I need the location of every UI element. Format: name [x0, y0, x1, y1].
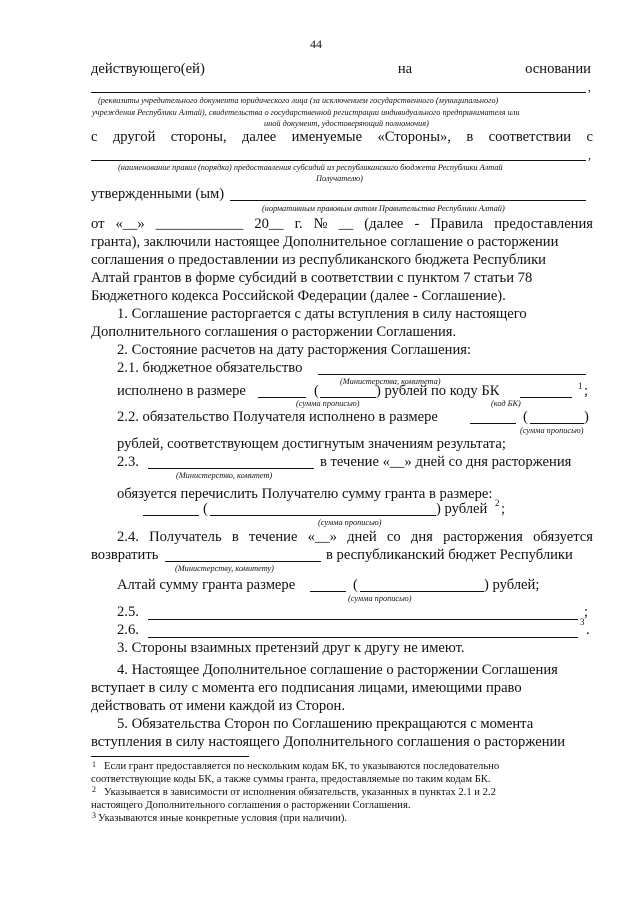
comma: , — [588, 148, 591, 162]
clause-4-line: вступает в силу с момента его подписания лицами, имеющими право — [91, 680, 522, 696]
intro-row-3 — [91, 215, 593, 233]
clause-1-line: 1. Соглашение расторгается с даты вступления в силу настоящего — [117, 306, 527, 322]
word: в — [231, 529, 239, 545]
word: расторжения — [443, 529, 523, 545]
blank-line[interactable] — [210, 515, 436, 516]
clause-2-title: 2. Состояние расчетов на дату расторжения Соглашения: — [117, 342, 472, 358]
clause-2-4-row — [117, 528, 593, 546]
field-note: (сумма прописью) — [348, 594, 412, 603]
field-note: учреждения Республики Алтай), свидетельства о государственной регистрации индивидуального предпринимателя или — [92, 108, 520, 117]
word: на — [397, 61, 413, 77]
paragraph-line — [91, 233, 593, 251]
blank-line[interactable] — [165, 561, 321, 562]
blank-line[interactable] — [148, 637, 578, 638]
blank-line[interactable] — [91, 92, 586, 93]
field-note: (сумма прописью) — [318, 518, 382, 527]
rubles-by-bk: ) рублей по коду БК — [376, 383, 500, 399]
clause-4-line: 4. Настоящее Дополнительное соглашение о расторжении Соглашения — [117, 662, 558, 678]
word: от — [91, 216, 105, 232]
executed-label: исполнено в размере — [117, 383, 246, 399]
clause-2-5-label: 2.5. — [117, 604, 139, 620]
paren: ( — [203, 501, 208, 517]
word: (далее — [364, 216, 404, 232]
return-label: возвратить — [91, 547, 159, 563]
text: гранта), заключили настоящее Дополнительное соглашение о расторжении — [91, 234, 559, 250]
field-note: (наименование правил (порядка) предоставления субсидий из республиканского бюджета Республики Алтай — [118, 163, 503, 172]
blank-line[interactable] — [230, 200, 586, 201]
word: далее — [242, 129, 277, 145]
word: «__» — [115, 216, 145, 232]
clause-2-3-obliged: обязуется перечислить Получателю сумму гранта в размере: — [117, 486, 493, 502]
field-note: (Министерство, комитет) — [176, 471, 273, 480]
footnote-text: настоящего Дополнительного соглашения о расторжении Соглашения. — [91, 800, 411, 811]
word: другой — [112, 129, 156, 145]
to-budget: в республиканский бюджет Республики — [326, 547, 573, 563]
rubles: ) рублей — [436, 501, 488, 517]
word: дней — [347, 529, 377, 545]
clause-4-line: действовать от имени каждой из Сторон. — [91, 698, 345, 714]
word: со — [386, 529, 401, 545]
clause-2-2-cont: рублей, соответствующем достигнутым значениям результата; — [117, 436, 506, 452]
intro-row-2 — [91, 128, 593, 146]
blank-line[interactable] — [360, 591, 484, 592]
field-note: (сумма прописью) — [520, 426, 584, 435]
footnote-text: Если грант предоставляется по нескольким кодам БК, то указываются последовательно — [104, 761, 500, 772]
blank-line[interactable] — [530, 423, 584, 424]
paragraph-line: Бюджетного кодекса Российской Федерации (далее - Соглашение). — [91, 288, 506, 304]
paren: ( — [523, 409, 528, 425]
paren: ( — [314, 383, 319, 399]
paren: ) — [584, 409, 589, 425]
blank-line[interactable] — [148, 619, 578, 620]
blank-line[interactable] — [470, 423, 516, 424]
blank-line[interactable] — [91, 160, 586, 161]
altai-sum-label: Алтай сумму гранта размере — [117, 577, 296, 593]
field-note: Получателю) — [316, 174, 363, 183]
word: «Стороны», — [377, 129, 451, 145]
word: __ — [338, 216, 354, 232]
word: соответствии — [488, 129, 572, 145]
field-note: (Министерства, комитета) — [340, 377, 441, 386]
paragraph-line: соглашения о предоставлении из республиканского бюджета Республики — [91, 252, 546, 268]
field-note: (нормативным правовым актом Правительства Республики Алтай) — [262, 204, 505, 213]
field-note: (код БК) — [491, 399, 521, 408]
clause-2-6-label: 2.6. — [117, 622, 139, 638]
clause-5-line: вступления в силу настоящего Дополнительного соглашения о расторжении — [91, 734, 566, 750]
word: дня — [410, 529, 433, 545]
blank-line[interactable] — [320, 397, 376, 398]
word: Правила — [430, 216, 484, 232]
semicolon: ; — [584, 604, 589, 620]
blank-line[interactable] — [143, 515, 199, 516]
semicolon: ; — [584, 383, 589, 399]
field-note: (Министерству, комитету) — [175, 564, 274, 573]
word: 20__ — [254, 216, 284, 232]
word: основании — [525, 61, 591, 77]
clause-2-3-rest: в течение «__» дней со дня расторжения — [320, 454, 572, 470]
field-note: иной документ, удостоверяющий полномочия) — [264, 119, 429, 128]
clause-5-line: 5. Обязательства Сторон по Соглашению прекращаются с момента — [117, 716, 534, 732]
semicolon: ; — [501, 501, 506, 517]
approved-label: утвержденными (ым) — [91, 186, 225, 202]
footnote-separator — [91, 756, 249, 757]
clause-3: 3. Стороны взаимных претензий друг к другу не имеют. — [117, 640, 465, 656]
word: Получатель — [149, 529, 222, 545]
field-note: (сумма прописью) — [296, 399, 360, 408]
word: - — [414, 216, 420, 232]
word: № — [313, 216, 328, 232]
word: именуемые — [291, 129, 363, 145]
blank-line[interactable] — [258, 397, 306, 398]
rubles: ) рублей; — [484, 577, 540, 593]
blank-line[interactable] — [318, 374, 586, 375]
word: стороны, — [170, 129, 227, 145]
blank-line[interactable] — [520, 397, 572, 398]
word: действующего(ей) — [91, 61, 205, 77]
word: «__» — [307, 529, 337, 545]
footnote-text: Указывается в зависимости от исполнения обязательств, указанных в пунктах 2.1 и 2.2 — [104, 787, 496, 798]
word: в — [466, 129, 474, 145]
clause-1-line: Дополнительного соглашения о расторжении Соглашения. — [91, 324, 457, 340]
page-number: 44 — [310, 37, 322, 51]
word: с — [586, 129, 593, 145]
period: . — [586, 622, 590, 638]
blank-line[interactable] — [310, 591, 346, 592]
paragraph-line: Алтай грантов в форме субсидий в соответствии с пунктом 7 статьи 78 — [91, 270, 533, 286]
paren: ( — [353, 577, 358, 593]
footnote-text: Указываются иные конкретные условия (при наличии). — [98, 813, 348, 824]
word: г. — [294, 216, 303, 232]
word: обязуется — [533, 529, 593, 545]
word: течение — [249, 529, 298, 545]
field-note: (реквизиты учредительного документа юридического лица (за исключением государственного (муниципального) — [98, 96, 499, 105]
word: предоставления — [494, 216, 593, 232]
intro-row-1 — [91, 60, 591, 78]
clause-2-1-label: 2.1. бюджетное обязательство — [117, 360, 303, 376]
clause-2-2-label: 2.2. обязательство Получателя исполнено в размере — [117, 409, 438, 425]
word: 2.4. — [117, 529, 139, 545]
word: с — [91, 129, 98, 145]
clause-2-3-label: 2.3. — [117, 454, 139, 470]
word: ____________ — [155, 216, 244, 232]
footnote-text: соответствующие коды БК, а также суммы гранта, предоставляемые по таким кодам БК. — [91, 774, 491, 785]
blank-line[interactable] — [148, 468, 314, 469]
comma: , — [588, 80, 591, 94]
